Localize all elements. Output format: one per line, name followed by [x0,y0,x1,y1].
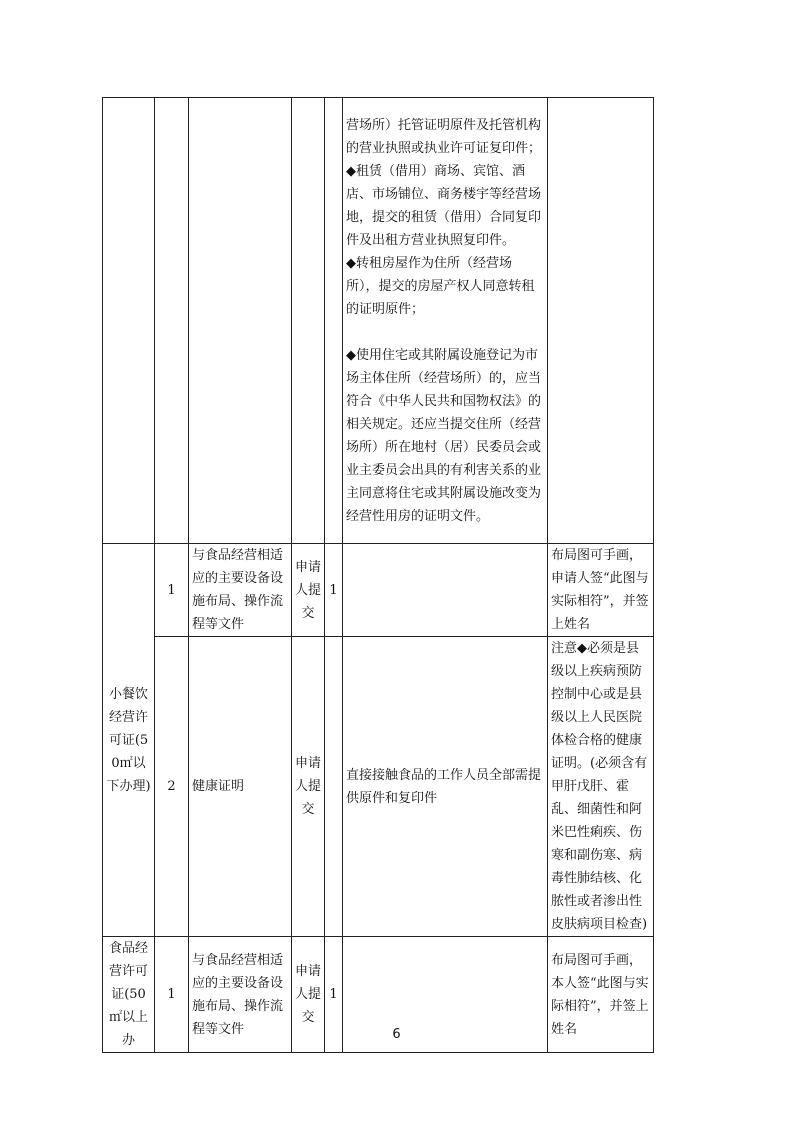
item-cell [103,98,155,544]
requirement-cell: 直接接触食品的工作人员全部需提供原件和复印件 [343,637,548,937]
requirement-cell [343,98,548,544]
copies-cell: 1 [325,544,343,637]
note-cell [548,98,654,544]
material-cell: 与食品经营相适应的主要设备设施布局、操作流程等文件 [189,937,292,1053]
requirement-paragraph: ◆使用住宅或其附属设施登记为市场主体住所（经营场所）的，应当符合《中华人民共和国物权法》的相关规定。还应当提交住所（经营场所）所在地村（居）民委员会或业主委员会出具的有利害关系的业主同意将住宅或其附属设施改变为经营性用房的证明文件。 [346,347,542,524]
requirement-paragraph: ◆租赁（借用）商场、宾馆、酒店、市场铺位、商务楼宇等经营场地，提交的租赁（借用）合同复印件及出租方营业执照复印件。 [346,163,542,248]
material-cell [189,98,292,544]
mode-cell [292,98,325,544]
copies-cell [325,98,343,544]
num-cell: 1 [155,544,189,637]
page-number: 6 [392,1027,401,1042]
mode-cell: 申请人提交 [292,937,325,1053]
mode-cell: 申请人提交 [292,637,325,937]
copies-cell [325,637,343,937]
requirement-cell [343,544,548,637]
table-row [103,637,654,937]
item-cell: 食品经营许可证(50㎡以上办 [103,937,155,1053]
mode-cell: 申请人提交 [292,544,325,637]
requirements-table [102,97,654,1053]
requirement-paragraph: 营场所）托管证明原件及托管机构的营业执照或执业许可证复印件； [346,117,542,156]
table-row [103,544,654,637]
num-cell: 2 [155,637,189,937]
table-row [103,98,654,544]
note-cell: 布局图可手画，申请人签“此图与实际相符”，并签上姓名 [548,544,654,637]
note-cell: 布局图可手画，本人签“此图与实际相符”，并签上姓名 [548,937,654,1053]
material-cell: 与食品经营相适应的主要设备设施布局、操作流程等文件 [189,544,292,637]
paragraph-gap [346,321,544,344]
num-cell: 1 [155,937,189,1053]
item-cell: 小餐饮经营许可证(50㎡以下办理) [103,544,155,937]
requirement-paragraph: ◆转租房屋作为住所（经营场所），提交的房屋产权人同意转租的证明原件； [346,255,535,317]
num-cell [155,98,189,544]
material-cell: 健康证明 [189,637,292,937]
note-cell: 注意◆必须是县级以上疾病预防控制中心或是县级以上人民医院体检合格的健康证明。(必须含有甲肝戊肝、霍乱、细菌性和阿米巴性痢疾、伤寒和副伤寒、病毒性肺结核、化脓性或者渗出性皮肤病项目检查) [548,637,654,937]
copies-cell: 1 [325,937,343,1053]
